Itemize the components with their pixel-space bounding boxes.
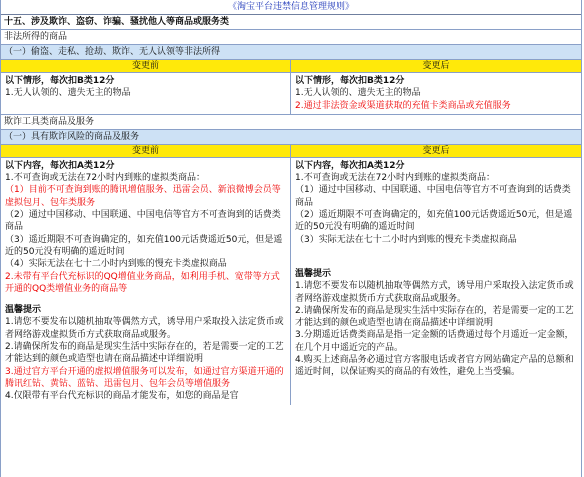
rule-item: 1.不可查询或无法在72小时内到账的虚拟类商品： — [5, 173, 206, 184]
after-content — [291, 73, 581, 114]
after-column — [291, 60, 581, 114]
tips-heading: 温馨提示 — [5, 305, 42, 316]
tip-item: 2.请确保所发布的商品是现实生活中实际存在的，若是需要一定的工艺才能达到的颜色或造型也请在商品描述中详细说明 — [295, 305, 574, 329]
after-header: 变更后 — [291, 60, 581, 73]
before-column — [1, 60, 291, 114]
category-label: 欺诈工具类商品及服务 — [1, 115, 581, 130]
penalty-heading: 以下情形，每次扣B类12分 — [5, 76, 115, 86]
rule-item: （3）实际无法在七十二小时内到账的慢充卡类虚拟商品 — [295, 234, 517, 245]
rule-item: （1）通过中国移动、中国联通、中国电信等官方不可查询到的话费类商品 — [295, 185, 571, 208]
rule-item-removed: 2.未带有平台代充标识的QQ增值业务商品，如利用手机、宽带等方式开通的QQ类增值业务的商品等 — [5, 271, 280, 294]
tip-item-removed: 3.通过官方平台开通的虚拟增值服务可以发布，如通过官方渠道开通的腾讯红钻、黄钻、蓝钻、迅雷包月、包年会员等增值服务 — [5, 366, 284, 389]
category-label: 非法所得的商品 — [1, 30, 581, 45]
tip-item: 1.请您不要发布以随机抽取等偶然方式，诱导用户采取投入法定货币或者网络游戏虚拟货币方式获取商品或服务。 — [5, 317, 284, 340]
document-title: 《淘宝平台违禁信息管理规则》 — [1, 0, 581, 15]
before-content — [1, 158, 290, 405]
rule-item: 1.无人认领的、遗失无主的物品 — [295, 88, 421, 99]
rule-item-removed: （1）目前不可查询到账的腾讯增值服务、迅雷会员、新浪微博会员等虚拟包月、包年类服务 — [5, 185, 281, 208]
rule-item: （3）遥近期限不可查询确定的，如充值100元话费遥近50元，但是遥近的50元没有明确的遥近时间 — [5, 234, 283, 257]
rule-item: 1.无人认领的、遗失无主的物品 — [5, 88, 131, 99]
tip-item: 2.请确保所发布的商品是现实生活中实际存在的，若是需要一定的工艺才能达到的颜色或造型也请在商品描述中详细说明 — [5, 342, 284, 365]
before-header: 变更前 — [1, 145, 290, 158]
tip-item: 1.请您不要发布以随机抽取等偶然方式，诱导用户采取投入法定货币或者网络游戏虚拟货币方式获取商品或服务。 — [295, 281, 574, 304]
after-content — [291, 158, 581, 381]
before-column — [1, 145, 291, 405]
rule-item: （2）遥近期限不可查询确定的，如充值100元话费遥近50元，但是遥近的50元没有明确的遥近时间 — [295, 210, 573, 233]
subcategory-label: （一）具有欺诈风险的商品及服务 — [1, 130, 581, 145]
compare-table-1 — [1, 60, 581, 115]
tips-heading: 温馨提示 — [295, 268, 332, 279]
section-heading: 十五、涉及欺诈、盗窃、诈骗、骚扰他人等商品或服务类 — [1, 15, 581, 30]
tip-item: 4.购买上述商品务必通过官方客服电话或者官方网站确定产品的总额和遥近时间，以保证购买的商品的有效性，避免上当受骗。 — [295, 355, 574, 378]
before-header: 变更前 — [1, 60, 290, 73]
after-header: 变更后 — [291, 145, 581, 158]
penalty-heading: 以下内容，每次扣A类12分 — [5, 160, 115, 171]
compare-table-2 — [1, 145, 581, 405]
rule-item: （4）实际无法在七十二小时内到账的慢充卡类虚拟商品 — [5, 259, 227, 270]
rule-item-new: 2.通过非法资金或渠道获取的充值卡类商品或充值服务 — [295, 100, 511, 111]
rule-item: （2）通过中国移动、中国联通、中国电信等官方不可查询到的话费类商品 — [5, 210, 281, 233]
penalty-heading: 以下情形，每次扣B类12分 — [295, 76, 405, 86]
tip-item: 3.分期遥近话费类商品是指一定金额的话费通过每个月遥近一定金额，在几个月中遥近完的产品。 — [295, 330, 574, 353]
subcategory-label: （一）偷盗、走私、抢劫、欺诈、无人认领等非法所得 — [1, 45, 581, 60]
rule-item: 1.不可查询或无法在72小时内到账的虚拟类商品： — [295, 173, 496, 184]
before-content — [1, 73, 290, 102]
after-column — [291, 145, 581, 405]
penalty-heading: 以下内容，每次扣A类12分 — [295, 160, 405, 171]
tip-item: 4.仅限带有平台代充标识的商品才能发布，如您的商品是官 — [5, 391, 239, 402]
